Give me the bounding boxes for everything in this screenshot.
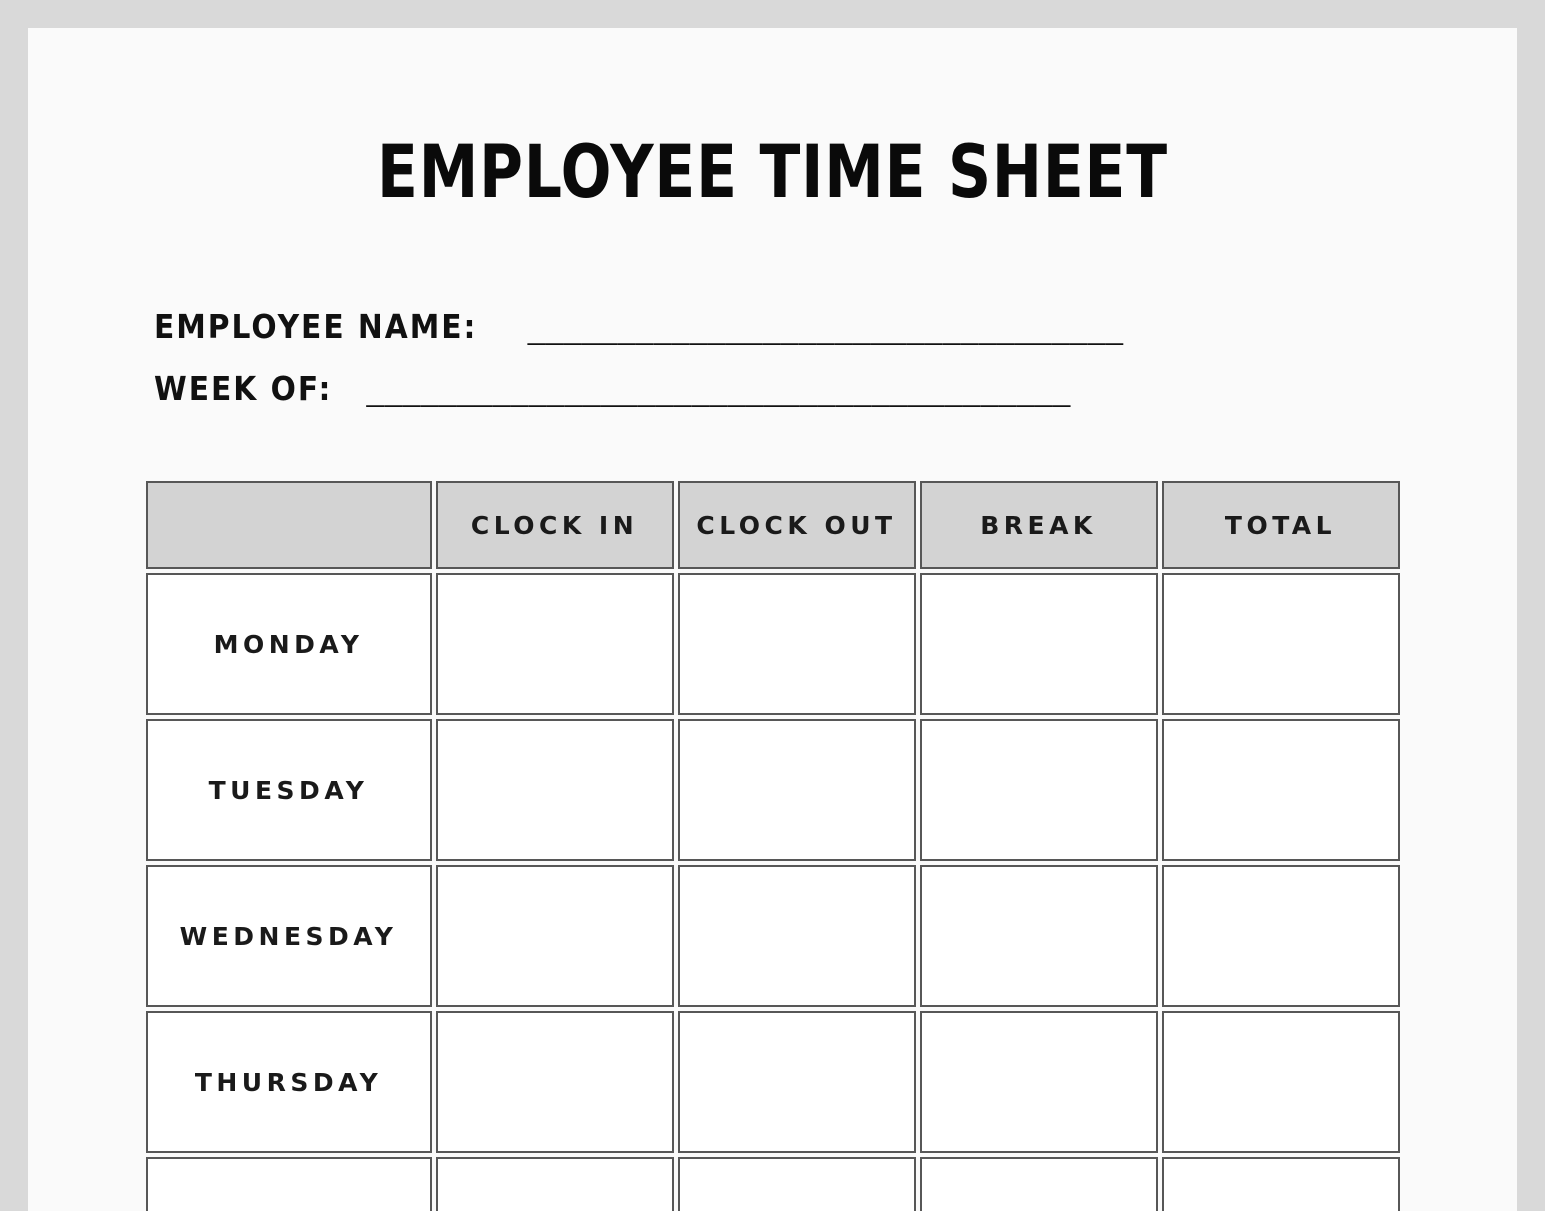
employee-name-input[interactable]: _________________________________	[527, 315, 1124, 345]
cell-thursday-clock-in[interactable]	[436, 1011, 674, 1153]
table-corner-header	[146, 481, 432, 569]
employee-name-label: EMPLOYEE NAME:	[154, 307, 478, 346]
cell-next-break[interactable]	[920, 1157, 1158, 1211]
employee-name-field-row	[154, 285, 1517, 347]
table-row	[146, 573, 1400, 715]
form-fields	[28, 285, 1517, 409]
cell-monday-clock-out[interactable]	[678, 573, 916, 715]
cell-wednesday-clock-in[interactable]	[436, 865, 674, 1007]
row-label-tuesday: TUESDAY	[146, 719, 432, 861]
week-of-field-row	[154, 347, 1517, 409]
cell-thursday-clock-out[interactable]	[678, 1011, 916, 1153]
table-row	[146, 1011, 1400, 1153]
cell-monday-break[interactable]	[920, 573, 1158, 715]
table-header-row	[146, 481, 1400, 569]
table-row	[146, 865, 1400, 1007]
table-row	[146, 1157, 1400, 1211]
row-label-thursday: THURSDAY	[146, 1011, 432, 1153]
cell-tuesday-clock-out[interactable]	[678, 719, 916, 861]
row-label-monday: MONDAY	[146, 573, 432, 715]
column-header-clock-out: CLOCK OUT	[678, 481, 916, 569]
row-label-next	[146, 1157, 432, 1211]
cell-next-clock-out[interactable]	[678, 1157, 916, 1211]
cell-tuesday-break[interactable]	[920, 719, 1158, 861]
timesheet-page	[28, 28, 1517, 1211]
timesheet-table	[142, 477, 1404, 1211]
cell-tuesday-total[interactable]	[1162, 719, 1400, 861]
column-header-total: TOTAL	[1162, 481, 1400, 569]
cell-next-clock-in[interactable]	[436, 1157, 674, 1211]
page-title: EMPLOYEE TIME SHEET	[377, 130, 1168, 215]
cell-thursday-total[interactable]	[1162, 1011, 1400, 1153]
cell-monday-total[interactable]	[1162, 573, 1400, 715]
cell-wednesday-clock-out[interactable]	[678, 865, 916, 1007]
cell-wednesday-total[interactable]	[1162, 865, 1400, 1007]
week-of-input[interactable]: _______________________________________	[366, 377, 1071, 407]
column-header-clock-in: CLOCK IN	[436, 481, 674, 569]
cell-monday-clock-in[interactable]	[436, 573, 674, 715]
cell-wednesday-break[interactable]	[920, 865, 1158, 1007]
cell-tuesday-clock-in[interactable]	[436, 719, 674, 861]
table-row	[146, 719, 1400, 861]
column-header-break: BREAK	[920, 481, 1158, 569]
cell-thursday-break[interactable]	[920, 1011, 1158, 1153]
week-of-label: WEEK OF:	[154, 369, 333, 408]
cell-next-total[interactable]	[1162, 1157, 1400, 1211]
row-label-wednesday: WEDNESDAY	[146, 865, 432, 1007]
